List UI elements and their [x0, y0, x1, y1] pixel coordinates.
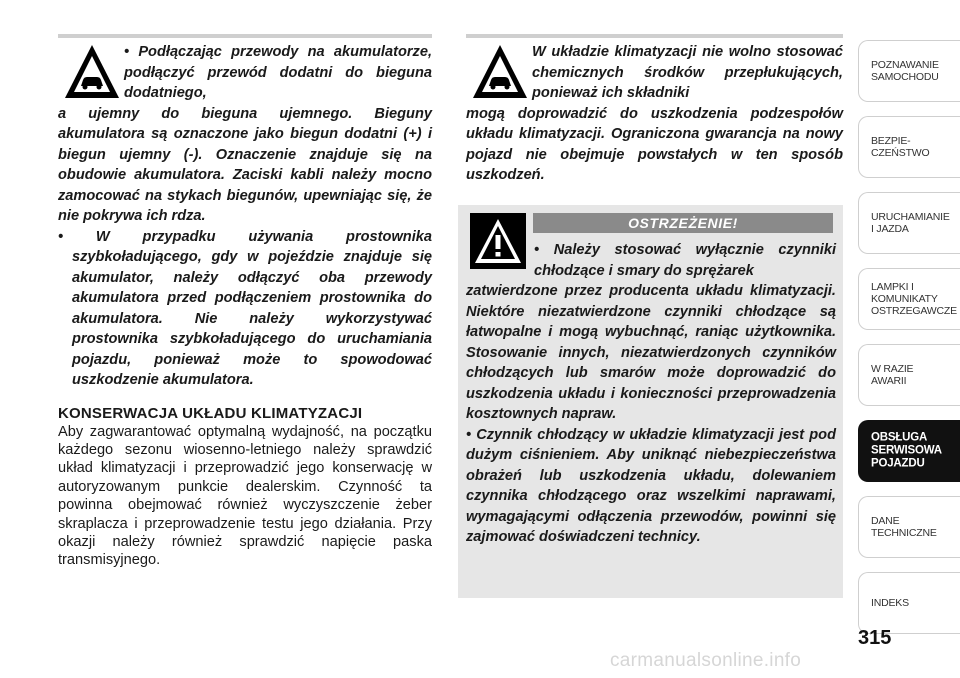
tab-label: URUCHAMIANIE I JAZDA [871, 211, 950, 235]
left-top-rule [58, 34, 432, 38]
caution-intro: W układzie klimatyzacji nie wolno stosować chemicznych środków przepłukujących, ponieważ ich składniki [532, 44, 843, 101]
tab-label: OBSŁUGA SERWISOWA POJAZDU [871, 431, 942, 470]
tab-label: POZNAWANIE SAMOCHODU [871, 59, 939, 83]
battery-bullet-1-rest: a ujemny do bieguna ujemnego. Bieguny akumulatora są oznaczone jako biegun dodatni (+) i biegun ujemny (-). Oznaczenie znajduje się na obudowie akumulatora. Zaciski kabli należy mocno zamocować na stykach biegunów, upewniając się, że nie pokrywa ich rdza. [58, 105, 432, 224]
right-column [466, 42, 843, 186]
tab-bezpieczenstwo[interactable] [858, 116, 960, 178]
tab-label: INDEKS [871, 597, 909, 609]
section-body: Aby zagwarantować optymalną wydajność, na początku każdego sezonu wiosenno-letniego należy sprawdzić układ klimatyzacji i przeprowadzić jego konserwację w autoryzowanym punkcie dealerskim. Czynność ta powinna obejmować również wyczyszczenie żeber skraplacza i przeprowadzenie testu jego działania. Przy okazji należy również sprawdzić napięcie paska transmisyjnego. [58, 423, 432, 569]
warning-title: OSTRZEŻENIE! [533, 213, 833, 233]
section-heading: KONSERWACJA UKŁADU KLIMATYZACJI [58, 404, 363, 422]
tab-label: DANE TECHNICZNE [871, 515, 937, 539]
tab-label: LAMPKI I KOMUNIKATY OSTRZEGAWCZE [871, 281, 957, 317]
tab-w-razie-awarii[interactable] [858, 344, 960, 406]
tab-obsluga-serwisowa[interactable] [858, 420, 960, 482]
tab-poznawanie[interactable] [858, 40, 960, 102]
warning-bullet-1-rest: zatwierdzone przez producenta układu klimatyzacji. Niektóre niezatwierdzone czynniki chłodzące są łatwopalne i mogą wybuchnąć, raniąc użytkownika. Stosowanie innych, niezatwierdzonych czynników chłodzących lub smarów może doprowadzić do uszkodzenia układu i konieczności przeprowadzenia kosztownych napraw. [466, 283, 836, 422]
warning-bullet-2: • Czynnik chłodzący w układzie klimatyzacji jest pod dużym ciśnieniem. Aby uniknąć niebezpieczeństwa obrażeń lub uszkodzenia układu, dolewaniem czynnika chłodzącego oraz wszelkimi naprawami, wymagającymi odłączenia przewodów, powinni się zajmować doświadczeni technicy. [466, 426, 836, 545]
tab-label: W RAZIE AWARII [871, 363, 914, 387]
tab-label: BEZPIE- CZEŃSTWO [871, 135, 930, 159]
watermark: carmanualsonline.info [610, 650, 802, 671]
right-top-rule [466, 34, 843, 38]
tab-dane-techniczne[interactable] [858, 496, 960, 558]
battery-bullet-2: • W przypadku używania prostownika szybkoładującego, gdy w pojeździe znajduje się akumulator, należy odłączyć oba przewody akumulatora przed podłączeniem prostownika do akumulatora. Nie należy wykorzystywać prostownika szybkoładującego do uruchamiania pojazdu, ponieważ może to spowodować uszkodzenie akumulatora. [58, 228, 432, 388]
caution-rest: mogą doprowadzić do uszkodzenia podzespołów układu klimatyzacji. Ograniczona gwarancja na nowy pojazd nie obejmuje powstałych w ten sposób uszkodzeń. [466, 105, 843, 183]
battery-bullet-1-intro: • Podłączając przewody na akumulatorze, podłączyć przewód dodatni do bieguna dodatniego, [124, 44, 432, 101]
warning-bullet-1-intro: • Należy stosować wyłącznie czynniki chłodzące i smary do sprężarek [534, 242, 836, 279]
tab-uruchamianie[interactable] [858, 192, 960, 254]
warning-content [466, 240, 836, 548]
page-number: 315 [858, 627, 892, 649]
left-column [58, 42, 432, 570]
tab-lampki[interactable] [858, 268, 960, 330]
tab-indeks[interactable] [858, 572, 960, 634]
